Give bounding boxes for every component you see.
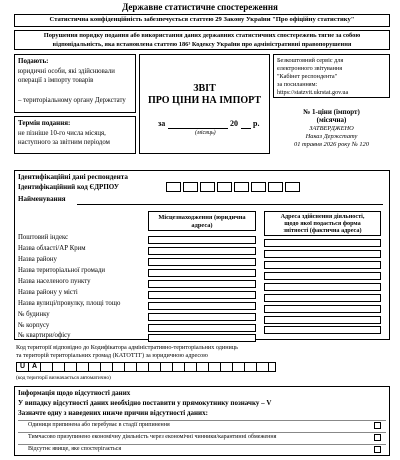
actual-address-line-3: звітності (фактична адреса) [283,227,362,234]
actual-address-field[interactable] [264,316,381,324]
deadline-line-1: не пізніше 10-го числа місяця, [18,130,106,137]
actual-address-header [264,211,381,236]
absence-reason-checkbox[interactable] [374,446,381,453]
katottg-code-cell[interactable] [113,363,125,371]
absence-subtitle: Зазначте одну з наведених нижче причин відсутності даних: [18,409,208,417]
address-row-label: № будинку [18,311,50,318]
katottg-prefix-u: U [17,363,29,371]
absence-reason-checkbox[interactable] [374,434,381,441]
absence-reason-checkbox[interactable] [374,422,381,429]
edrpou-cell[interactable] [166,182,181,192]
address-row-label: Назва населеного пункту [18,278,91,285]
legal-address-header [148,211,256,231]
legal-address-label: Місцезнаходження (юридична адреса) [158,214,246,229]
deadline-box [14,116,136,154]
address-row-label: Назва району у місті [18,289,78,296]
katottg-line-1: Код території відповідно до Кодифікатора адміністративно-територіальних одиниць [16,344,238,351]
katottg-code-cell[interactable] [161,363,173,371]
period-suffix: р. [253,119,260,128]
katottg-prefix-a: A [29,363,41,371]
address-row-label: Назва району [18,256,57,263]
katottg-code-cell[interactable] [197,363,209,371]
respondent-section [14,170,390,340]
katottg-code-cell[interactable] [221,363,233,371]
actual-address-field[interactable] [264,239,381,247]
address-row-label: Назва області/АР Крим [18,245,86,252]
katottg-code-cell[interactable] [209,363,221,371]
legal-address-field[interactable] [148,302,256,310]
service-link[interactable]: https://statzvit.ukrstat.gov.ua [277,89,349,96]
absence-title: Інформація щодо відсутності даних [18,389,131,397]
warning-box [14,30,390,50]
legal-address-field[interactable] [148,280,256,288]
absence-reason-row [18,432,386,443]
actual-address-field[interactable] [264,283,381,291]
respondent-section-title: Ідентифікаційні дані респондента [18,173,128,181]
katottg-code-cell[interactable] [149,363,161,371]
absence-section [14,386,390,456]
confidentiality-box [14,14,390,27]
form-number-block [273,108,390,156]
actual-address-field[interactable] [264,261,381,269]
submitters-label: Подають: [18,57,49,65]
report-title: ЗВІТ [193,83,216,94]
absence-instruction: У випадку відсутності даних необхідно поставити у прямокутнику позначку – V [18,399,272,407]
approval-label: ЗАТВЕРДЖЕНО [309,125,354,132]
name-label: Найменування [18,195,66,203]
katottg-code-cell[interactable] [101,363,113,371]
edrpou-cell[interactable] [217,182,232,192]
approval-authority: Наказ Держстату [305,133,358,140]
katottg-code-cell[interactable] [173,363,185,371]
actual-address-field[interactable] [264,294,381,302]
legal-address-field[interactable] [148,324,256,332]
katottg-code-cell[interactable] [77,363,89,371]
service-line-1: Безкоштовний сервіс для [277,57,344,64]
absence-reason-row [18,420,386,431]
service-line-3: "Кабінет респондента" [277,73,338,80]
warning-line-2: відповідальність, яка встановлена статтею 186³ Кодексу України про адміністративні правопорушення [52,41,352,48]
katottg-code-cell[interactable] [125,363,137,371]
katottg-code-cell[interactable] [137,363,149,371]
address-row-label: № квартири/офісу [18,332,71,339]
actual-address-line-2: щодо якої подається форма [284,220,361,227]
edrpou-cell[interactable] [183,182,198,192]
katottg-code-row [16,362,276,372]
service-line-4: за посиланням: [277,81,318,88]
edrpou-cell[interactable] [234,182,249,192]
approval-date: 01 травня 2026 року № 120 [294,141,369,148]
katottg-line-2: та територій територіальних громад (КАТОТТГ) за юридичною адресою [16,352,208,359]
katottg-code-cell[interactable] [245,363,257,371]
absence-reason-row [18,444,386,455]
katottg-code-cell[interactable] [233,363,245,371]
katottg-code-cell[interactable] [257,363,269,371]
deadline-line-2: наступного за звітним періодом [18,139,110,146]
legal-address-field[interactable] [148,236,256,244]
katottg-note: (код території визначається автоматично) [16,375,111,381]
actual-address-field[interactable] [264,272,381,280]
warning-line-1: Порушення порядку подання або використання даних державних статистичних спостережень тягне за собою [43,32,361,39]
address-row-label: № корпусу [18,322,50,329]
edrpou-cell[interactable] [268,182,283,192]
report-title-box [139,54,270,154]
edrpou-label: Ідентифікаційний код ЄДРПОУ [18,183,119,191]
confidentiality-text: Статистична конфіденційність забезпечується статтею 29 Закону України "Про офіційну статистику" [49,16,355,23]
form-number: № 1-ціни (імпорт) [303,108,360,116]
period-prefix: за [158,119,166,128]
actual-address-line-1: Адреса здійснення діяльності, [280,213,365,220]
legal-address-field[interactable] [148,269,256,277]
month-field-line[interactable] [168,128,228,129]
submitters-line-1: юридичні особи, які здійснювали [18,68,115,75]
legal-address-field[interactable] [148,291,256,299]
katottg-code-cell[interactable] [89,363,101,371]
legal-address-field[interactable] [148,258,256,266]
actual-address-field[interactable] [264,326,381,334]
absence-reason-label: Відсутнє явище, яке спостерігається [28,446,122,452]
submitters-box [14,54,136,113]
address-row-label: Назва вулиці/провулку, площі тощо [18,300,121,307]
legal-address-field[interactable] [148,334,256,342]
submitters-line-2: операції з імпорту товарів [18,77,94,84]
address-row-label: Назва територіальної громади [18,267,106,274]
page-title: Державне статистичне спостереження [122,2,278,12]
absence-reason-label: Одиниця припинена або перебуває в стадії припинення [28,422,170,428]
edrpou-cell[interactable] [200,182,215,192]
edrpou-cell[interactable] [251,182,266,192]
period-caption: (місяць) [195,130,216,136]
legal-address-field[interactable] [148,247,256,255]
edrpou-cell[interactable] [285,182,300,192]
name-field-line[interactable] [77,204,383,205]
katottg-code-cell[interactable] [65,363,77,371]
absence-reason-label: Тимчасово призупинено економічну діяльність через економічні чинники/карантинні обмеження [28,434,277,440]
period-year-prefix: 20 [230,119,238,128]
actual-address-field[interactable] [264,305,381,313]
actual-address-field[interactable] [264,250,381,258]
form-periodicity: (місячна) [316,116,347,124]
katottg-code-cell[interactable] [185,363,197,371]
year-field-line[interactable] [241,128,251,129]
service-box [273,54,390,98]
deadline-label: Термін подання: [18,119,71,127]
katottg-code-cell[interactable] [53,363,65,371]
legal-address-field[interactable] [148,313,256,321]
service-line-2: електронного звітування [277,65,343,72]
katottg-code-cell[interactable] [41,363,53,371]
address-row-label: Поштовий індекс [18,234,69,241]
submitters-recipient: – територіальному органу Держстату [18,97,126,104]
report-subtitle: ПРО ЦІНИ НА ІМПОРТ [147,95,262,106]
